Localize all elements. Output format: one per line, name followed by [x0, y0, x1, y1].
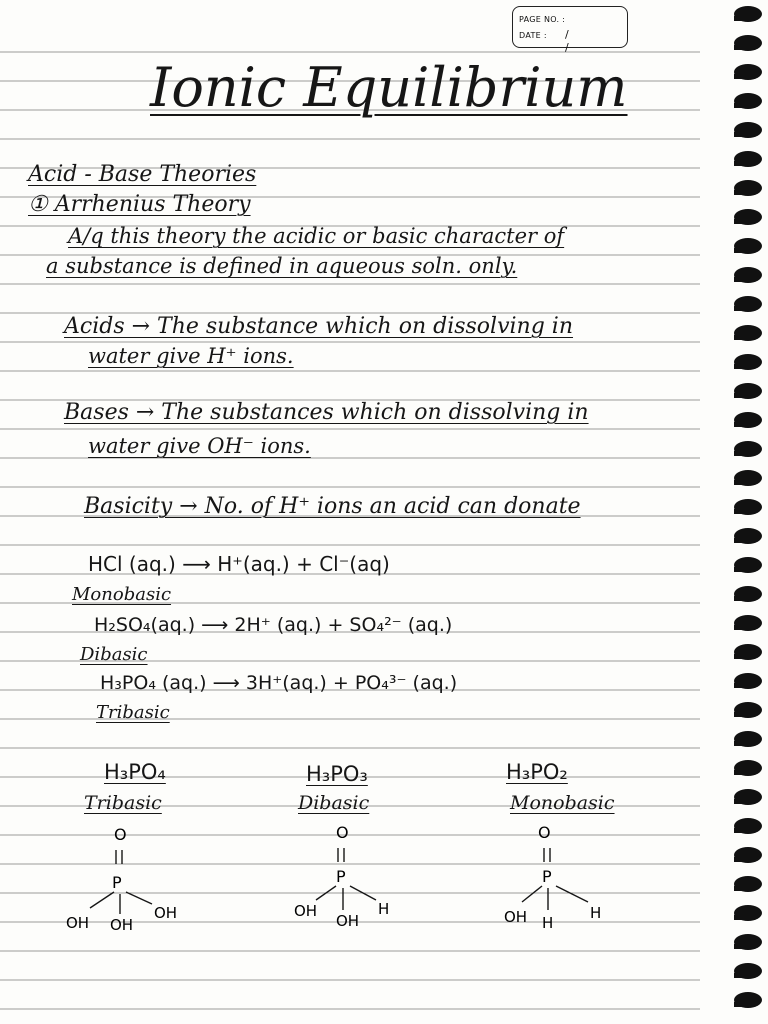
reaction-label-dibasic: Dibasic	[80, 644, 148, 665]
structure-diagram-h3po4	[56, 822, 196, 932]
page-date-stamp	[512, 6, 628, 54]
date-label: DATE :	[519, 31, 547, 40]
bond-left	[90, 892, 114, 908]
binding-hole	[734, 441, 762, 457]
atom-center: P	[112, 873, 122, 892]
basicity-definition: Basicity → No. of H⁺ ions an acid can donate	[84, 494, 581, 519]
binding-hole	[734, 238, 762, 254]
binding-hole	[734, 267, 762, 283]
bond-right	[350, 886, 376, 900]
structure-formula-h3po2: H₃PO₂	[506, 760, 568, 784]
binding-hole	[734, 992, 762, 1008]
atom-right: H	[378, 900, 390, 918]
binding-hole	[734, 325, 762, 341]
structure-diagram-h3po2	[490, 820, 630, 930]
binding-hole	[734, 6, 762, 22]
atom-bottom: H	[542, 914, 554, 930]
binding-hole	[734, 702, 762, 718]
binding-hole	[734, 64, 762, 80]
structure-diagram-h3po3	[280, 820, 420, 930]
atom-left: OH	[66, 914, 90, 932]
binding-hole	[734, 122, 762, 138]
binding-hole	[734, 412, 762, 428]
bond-right	[126, 892, 152, 904]
atom-top: O	[336, 823, 349, 842]
bond-left	[316, 886, 336, 900]
reaction-label-tribasic: Tribasic	[96, 702, 170, 723]
binding-hole	[734, 615, 762, 631]
spiral-binding	[698, 0, 768, 1024]
bases-definition-line-2: water give OH⁻ ions.	[88, 434, 311, 458]
binding-hole	[734, 499, 762, 515]
page-title: Ionic Equilibrium	[150, 56, 628, 119]
atom-top: O	[114, 825, 127, 844]
binding-hole	[734, 354, 762, 370]
structure-basicity-monobasic: Monobasic	[510, 792, 615, 814]
binding-hole	[734, 818, 762, 834]
atom-center: P	[336, 867, 346, 886]
binding-hole	[734, 383, 762, 399]
binding-hole	[734, 673, 762, 689]
atom-left: OH	[294, 902, 318, 920]
intro-line-2: a substance is defined in aqueous soln. only.	[46, 254, 518, 278]
section-heading: Acid - Base Theories	[28, 162, 257, 187]
binding-hole	[734, 557, 762, 573]
binding-hole	[734, 847, 762, 863]
binding-hole	[734, 35, 762, 51]
binding-hole	[734, 644, 762, 660]
structure-formula-h3po3: H₃PO₃	[306, 762, 368, 786]
atom-center: P	[542, 867, 552, 886]
reaction-equation-h2so4: H₂SO₄(aq.) ⟶ 2H⁺ (aq.) + SO₄²⁻ (aq.)	[94, 614, 453, 636]
page-number-label: PAGE NO. :	[519, 15, 566, 24]
binding-hole	[734, 528, 762, 544]
date-slashes: / /	[565, 28, 587, 54]
atom-bottom: OH	[336, 912, 360, 930]
bases-definition-line-1: Bases → The substances which on dissolving in	[64, 400, 589, 425]
binding-hole	[734, 209, 762, 225]
binding-hole	[734, 934, 762, 950]
atom-right: H	[590, 904, 602, 922]
atom-top: O	[538, 823, 551, 842]
binding-hole	[734, 586, 762, 602]
atom-left: OH	[504, 908, 528, 926]
binding-hole	[734, 180, 762, 196]
binding-hole	[734, 731, 762, 747]
atom-bottom: OH	[110, 916, 134, 932]
acids-definition-line-1: Acids → The substance which on dissolving in	[64, 314, 574, 339]
intro-line-1: A/q this theory the acidic or basic character of	[68, 224, 565, 248]
reaction-equation-h3po4: H₃PO₄ (aq.) ⟶ 3H⁺(aq.) + PO₄³⁻ (aq.)	[100, 672, 458, 694]
structure-formula-h3po4: H₃PO₄	[104, 760, 166, 784]
structure-basicity-dibasic: Dibasic	[298, 792, 370, 814]
binding-hole	[734, 151, 762, 167]
bond-left	[522, 886, 542, 902]
binding-hole	[734, 470, 762, 486]
binding-hole	[734, 876, 762, 892]
structure-basicity-tribasic: Tribasic	[84, 792, 162, 814]
reaction-label-monobasic: Monobasic	[72, 584, 172, 605]
binding-hole	[734, 789, 762, 805]
binding-hole	[734, 760, 762, 776]
reaction-equation-hcl: HCl (aq.) ⟶ H⁺(aq.) + Cl⁻(aq)	[88, 552, 390, 576]
binding-hole	[734, 905, 762, 921]
binding-hole	[734, 93, 762, 109]
binding-hole	[734, 963, 762, 979]
atom-right: OH	[154, 904, 178, 922]
binding-hole	[734, 296, 762, 312]
bond-right	[556, 886, 588, 902]
subsection-heading: ① Arrhenius Theory	[28, 192, 251, 217]
acids-definition-line-2: water give H⁺ ions.	[88, 344, 294, 368]
